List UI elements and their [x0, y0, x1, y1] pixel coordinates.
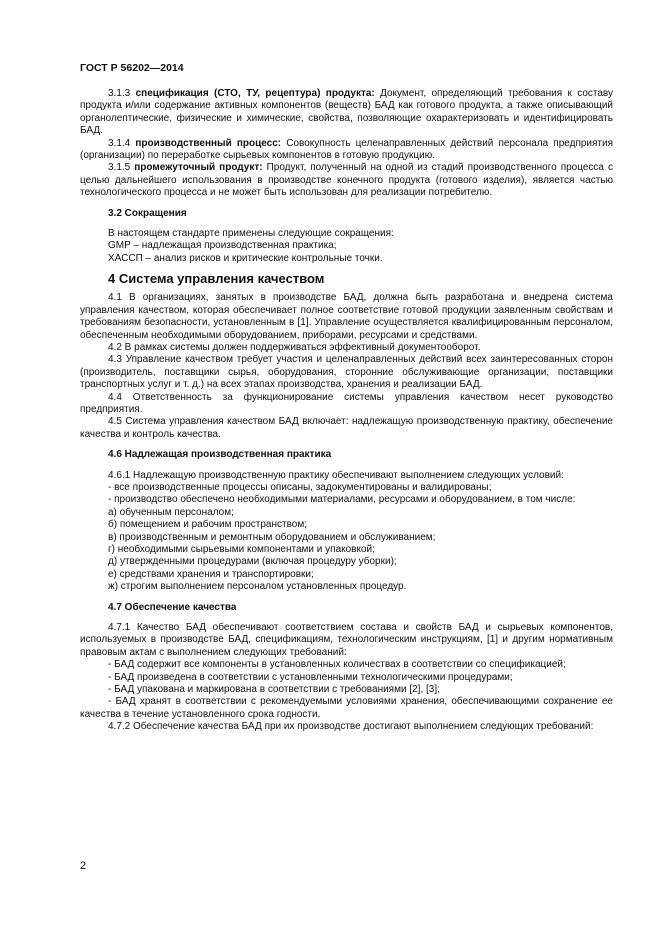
bullet-item: - БАД содержит все компоненты в установленных количествах в соответствии со спецификацией; — [108, 659, 566, 671]
term: промежуточный продукт: — [134, 162, 263, 174]
list-item: д) утвержденными процедурами (включая процедуру уборки); — [108, 556, 397, 568]
para-4-5: 4.5 Система управления качеством БАД включает: надлежащую производственную практику, обеспечение качества и контроль качества. — [80, 416, 613, 440]
para-4-6-1: 4.6.1 Надлежащую производственную практику обеспечивают выполнением следующих условий: — [108, 469, 564, 481]
para-4-4: 4.4 Ответственность за функционирование системы управления качеством несет руководство предприятия. — [80, 391, 613, 415]
list-item: в) производственным и ремонтным оборудованием и обслуживанием; — [108, 531, 436, 543]
bullet-item: - БАД произведена в соответствии с установленными технологическими процедурами; — [108, 671, 513, 683]
heading-section-4: 4 Система управления качеством — [108, 271, 325, 287]
heading-4-6: 4.6 Надлежащая производственная практика — [108, 449, 332, 461]
list-item: б) помещением и рабочим пространством; — [108, 519, 308, 531]
abbr-item-gmp: GMP – надлежащая производственная практика; — [108, 240, 337, 252]
abbr-item-haccp: ХАССП – анализ рисков и критические контрольные точки. — [108, 252, 383, 264]
heading-abbreviations: 3.2 Сокращения — [108, 207, 187, 219]
list-item: ж) строгим выполнением персоналом установленных процедур. — [108, 581, 407, 593]
definition-text: Документ, определяющий требования к составу продукта и/или содержание активных компонентов (веществ) БАД как готового продукта, а также описывающий органолептические, физические и химические, свойства, позволяющие охарактеризовать и идентифицировать БАД. — [80, 88, 614, 137]
document-body — [80, 88, 613, 734]
definition-3-1-5 — [80, 162, 613, 199]
bullet-item: - БАД хранят в соответствии с рекомендуемыми условиями хранения, обеспечивающими сохранение ее качества в течение установленного срока годности. — [80, 696, 613, 720]
clause-number: 3.1.5 — [108, 162, 131, 174]
para-4-7-1: 4.7.1 Качество БАД обеспечивают соответствием состава и свойств БАД и сырьевых компонентов, используемых в производстве БАД, спецификациям, технологическим инструкциям, [1] и другим нормативным правовым актам с выполнением следующих требований: — [80, 622, 613, 658]
bullet-item: - все производственные процессы описаны, задокументированы и валидированы; — [108, 481, 492, 493]
definition-text: Совокупность целенаправленных действий персонала предприятия (организации) по переработке сырьевых компонентов в готовую продукцию. — [80, 137, 613, 162]
list-item: г) необходимыми сырьевыми компонентами и упаковкой; — [108, 544, 375, 555]
term: производственный процесс: — [135, 137, 282, 149]
para-4-1: 4.1 В организациях, занятых в производстве БАД, должна быть разработана и внедрена система управления качеством, которая обеспечивает полное соответствие готовой продукции заявленным свойствам и требованиям безопасности, установленным в [1]. Управление осуществляется квалифицированным персоналом, обеспеченным необходимыми оборудованием, приборами, ресурсами и средствами. — [80, 292, 613, 341]
definition-3-1-3 — [80, 88, 613, 138]
page-number: 2 — [80, 860, 87, 872]
para-4-2: 4.2 В рамках системы должен поддерживаться эффективный документооборот. — [108, 341, 481, 353]
para-4-7-2: 4.7.2 Обеспечение качества БАД при их производстве достигают выполнением следующих требований: — [108, 721, 594, 733]
bullet-item: - производство обеспечено необходимыми материалами, ресурсами и оборудованием, в том числе: — [108, 494, 576, 506]
para-4-3: 4.3 Управление качеством требует участия и целенаправленных действий всех заинтересованных сторон (производитель, поставщики сырья, оборудования, сторонние обслуживающие организации, поставщики транспортных услуг и т. д.) на всех этапах производства, хранения и реализации БАД. — [80, 354, 613, 391]
heading-4-7: 4.7 Обеспечение качества — [108, 601, 237, 613]
term: спецификация (СТО, ТУ, рецептура) продукта: — [135, 88, 375, 99]
list-item: е) средствами хранения и транспортировки; — [108, 568, 314, 580]
abbr-intro: В настоящем стандарте применены следующие сокращения: — [108, 228, 394, 240]
bullet-item: - БАД упакована и маркирована в соответствии с требованиями [2], [3]; — [108, 684, 440, 696]
definition-3-1-4 — [80, 138, 613, 163]
list-item: а) обученным персоналом; — [108, 506, 234, 518]
definition-text: Продукт, полученный на одной из стадий производственного процесса с целью дальнейшего использования в производстве конечного продукта (готового изделия), является частью технологического процесса и не может быть использован для реализации потребителю. — [80, 162, 613, 199]
clause-number: 3.1.3 — [108, 88, 131, 99]
document-code: ГОСТ Р 56202—2014 — [80, 62, 184, 74]
clause-number: 3.1.4 — [108, 137, 131, 149]
